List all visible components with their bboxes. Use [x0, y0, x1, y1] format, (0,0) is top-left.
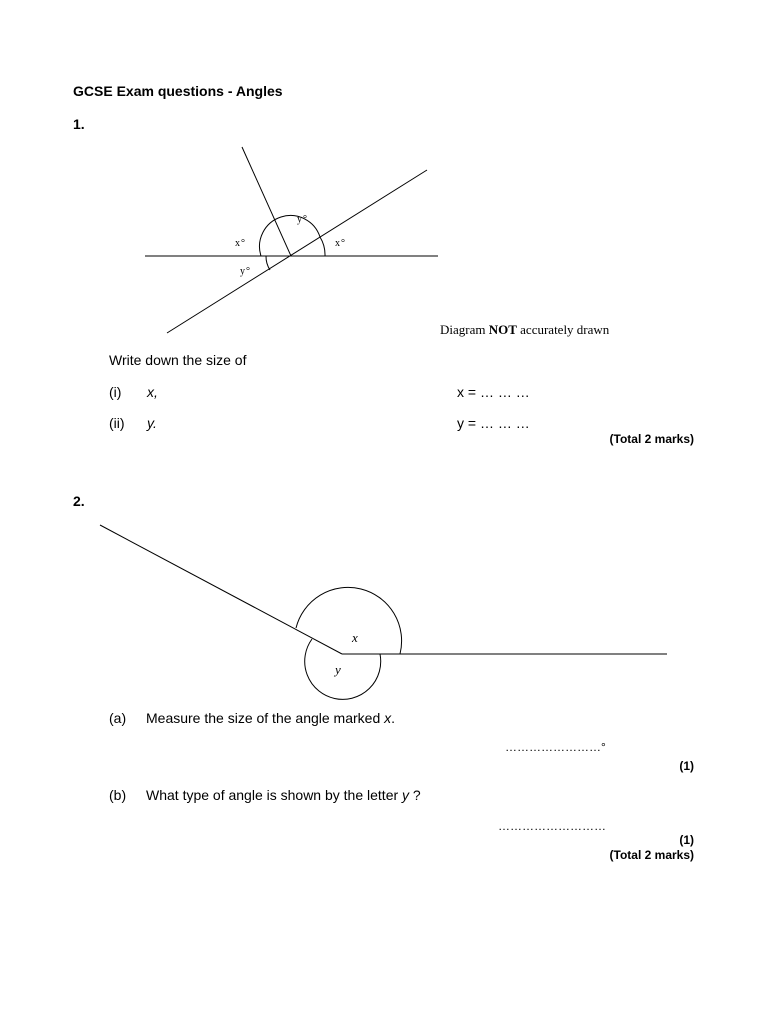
q1-label-left: x° — [235, 238, 246, 249]
q2-part-a-end: . — [391, 710, 396, 726]
q2-part-a-question — [146, 710, 395, 726]
q1-prompt: Write down the size of — [109, 352, 247, 368]
q2-part-b-answer-line: ……………………… — [498, 819, 606, 833]
page-title: GCSE Exam questions - Angles — [73, 83, 283, 99]
q2-part-b-end: ? — [409, 787, 421, 803]
question-1-number: 1. — [73, 116, 85, 132]
q2-part-b-label: (b) — [109, 787, 127, 803]
q2-part-b-question — [146, 787, 421, 803]
q2-label-y: y — [335, 662, 341, 677]
q1-part-ii-answer: y = … … … — [457, 415, 530, 431]
q2-arc-y — [305, 639, 381, 699]
q1-part-ii-var: y. — [147, 415, 157, 431]
q1-slanted-line — [167, 170, 427, 333]
q1-arc-lower — [266, 256, 270, 270]
q1-part-i-var: x, — [147, 384, 158, 400]
q1-label-lower: y° — [240, 266, 251, 277]
q2-part-a-var: x — [384, 710, 392, 726]
q1-steep-line — [242, 147, 291, 256]
q1-total-marks: (Total 2 marks) — [609, 432, 694, 446]
q2-part-a-text: Measure the size of the angle marked — [146, 710, 385, 726]
question-2-number: 2. — [73, 493, 85, 509]
q2-part-a-marks: (1) — [679, 759, 694, 773]
q1-arc-upper — [260, 216, 320, 256]
q2-part-b-marks: (1) — [679, 833, 694, 847]
q1-part-ii-label: (ii) — [109, 415, 125, 431]
q2-part-a-label: (a) — [109, 710, 127, 726]
q1-label-top: y° — [297, 214, 308, 225]
q2-part-b-text: What type of angle is shown by the letter — [146, 787, 403, 803]
q2-total-marks: (Total 2 marks) — [609, 848, 694, 862]
q1-arc-right — [320, 237, 325, 256]
q1-label-right: x° — [335, 238, 346, 249]
diagram-note-bold: NOT — [488, 322, 517, 337]
q2-arc-x — [296, 587, 402, 654]
q1-part-i-label: (i) — [109, 384, 122, 400]
diagram-note-prefix: Diagram — [440, 322, 489, 337]
q2-part-a-answer-line: ……………………° — [505, 740, 606, 754]
diagram-note-suffix: accurately drawn — [516, 322, 610, 337]
q2-left-ray — [100, 525, 342, 654]
q1-part-i-answer: x = … … … — [457, 384, 530, 400]
q2-part-b-var: y — [402, 787, 410, 803]
q2-label-x: x — [352, 630, 358, 645]
diagram-note — [440, 322, 609, 338]
